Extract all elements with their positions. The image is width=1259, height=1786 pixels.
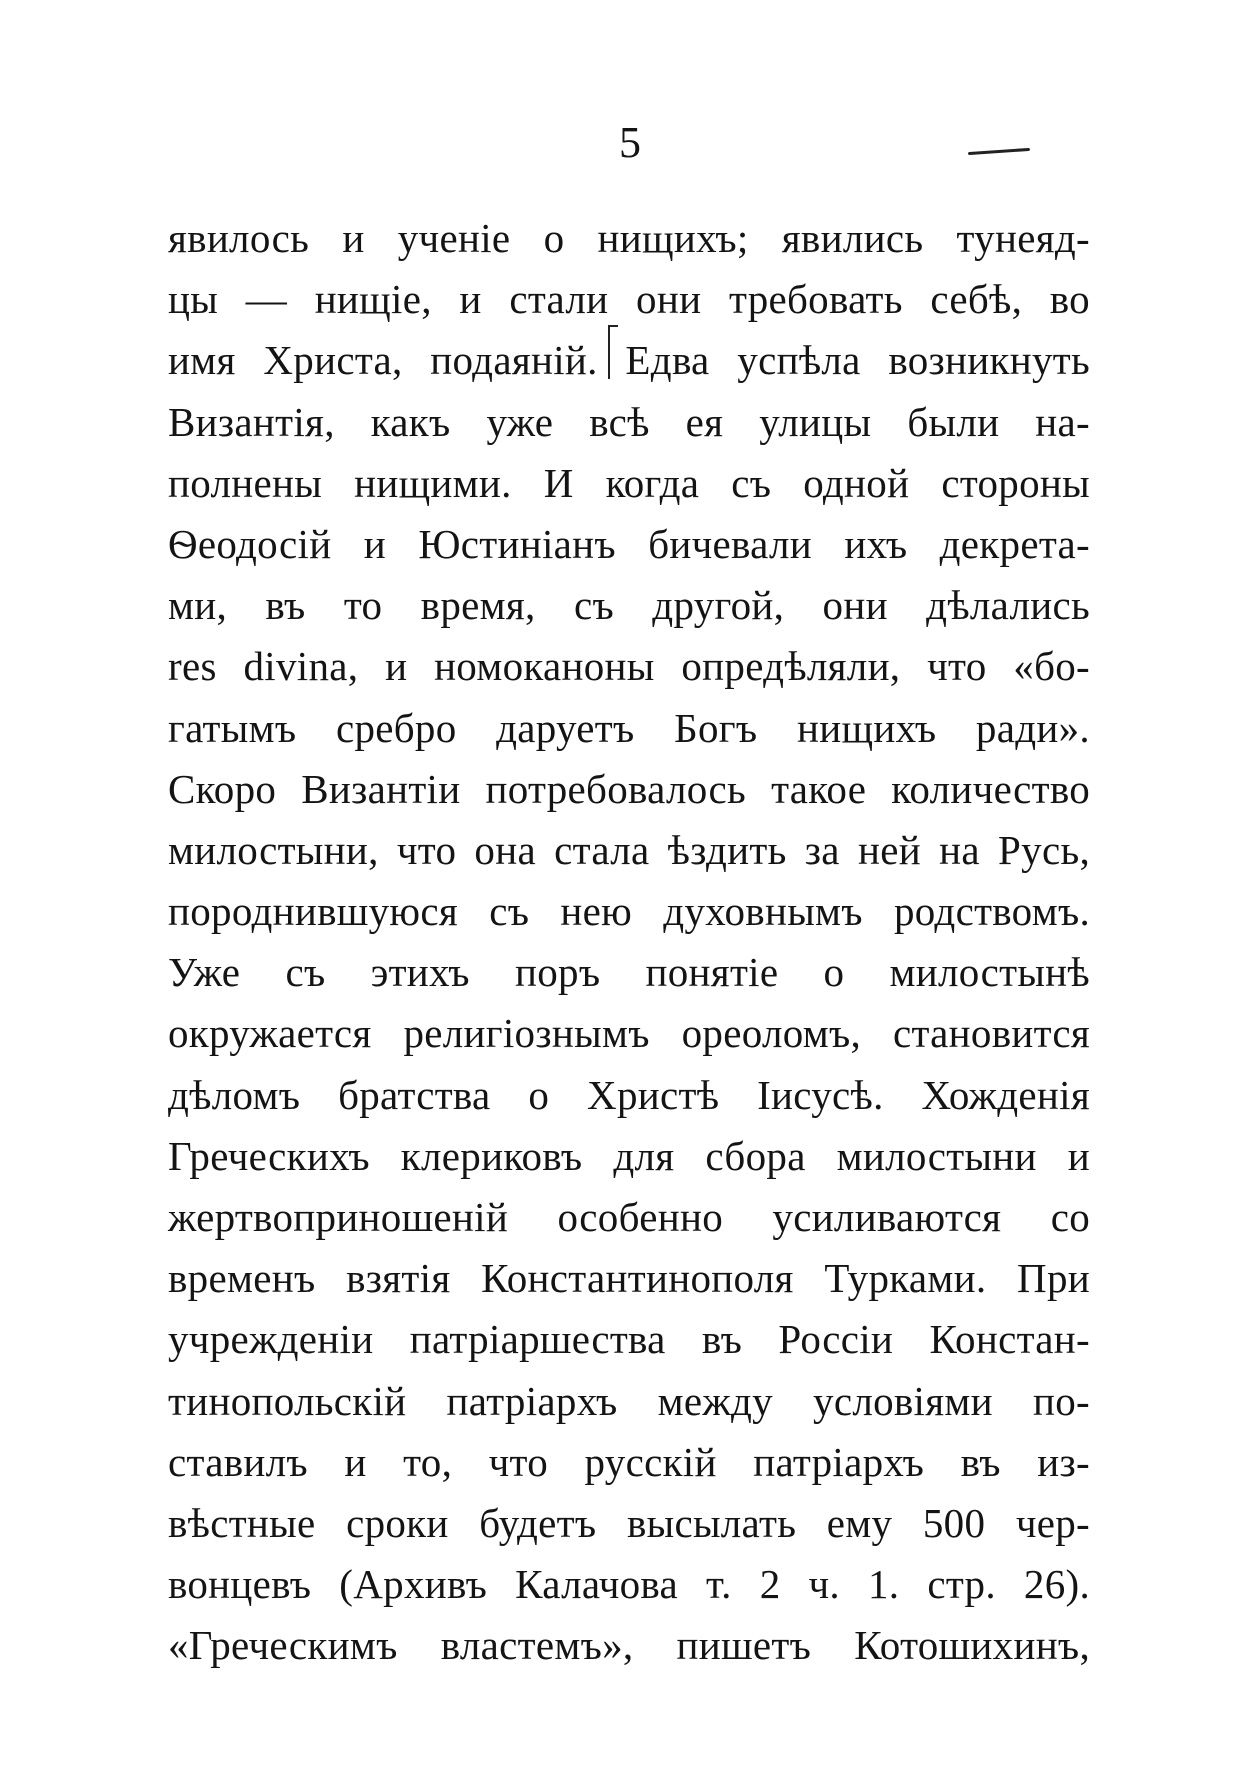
text-line: Греческихъ клериковъ для сбора милостыни и [168, 1132, 1090, 1179]
text-line: ми, въ то время, съ другой, они дѣлались [168, 582, 1090, 629]
text-line: вонцевъ (Архивъ Калачова т. 2 ч. 1. стр. 26). [168, 1561, 1090, 1608]
page-number: 5 [619, 118, 641, 167]
text-line: Уже съ этихъ поръ понятіе о милостынѣ [168, 949, 1090, 996]
body-text [168, 208, 1090, 1677]
text-line: Византія, какъ уже всѣ ея улицы были на- [168, 398, 1090, 445]
text-line: имя Христа, подаяній. Едва успѣла возникнуть [168, 337, 1090, 384]
text-line: окружается религіознымъ ореоломъ, становится [168, 1010, 1090, 1057]
text-line: жертвоприношеній особенно усиливаются со [168, 1194, 1090, 1240]
text-line: цы — нищіе, и стали они требовать себѣ, во [168, 276, 1090, 323]
text-line: дѣломъ братства о Христѣ Іисусѣ. Хожденія [168, 1071, 1090, 1118]
text-line: ставилъ и то, что русскій патріархъ въ из- [168, 1438, 1090, 1485]
text-line: Скоро Византіи потребовалось такое количество [168, 765, 1090, 812]
text-line: временъ взятія Константинополя Турками. При [168, 1255, 1090, 1302]
text-line: породнившуюся съ нею духовнымъ родствомъ. [168, 888, 1090, 935]
text-line: полнены нищими. И когда съ одной стороны [168, 459, 1090, 506]
text-line: Ѳеодосій и Юстиніанъ бичевали ихъ декрета- [168, 520, 1090, 567]
text-line: вѣстные сроки будетъ высылать ему 500 чер- [168, 1499, 1090, 1546]
text-line: тинопольскій патріархъ между условіями по- [168, 1377, 1090, 1424]
text-line: милостыни, что она стала ѣздить за ней на Русь, [168, 826, 1090, 873]
text-line: «Греческимъ властемъ», пишетъ Котошихинъ, [168, 1622, 1090, 1669]
text-line: гатымъ сребро даруетъ Богъ нищихъ ради». [168, 704, 1090, 751]
text-line: явилось и ученіе о нищихъ; явились тунеяд- [168, 215, 1090, 261]
margin-pencil-mark [968, 148, 1030, 155]
text-line: res divina, и номоканоны опредѣляли, что «бо- [168, 643, 1090, 690]
text-line: учрежденіи патріаршества въ Россіи Констан- [168, 1316, 1090, 1363]
